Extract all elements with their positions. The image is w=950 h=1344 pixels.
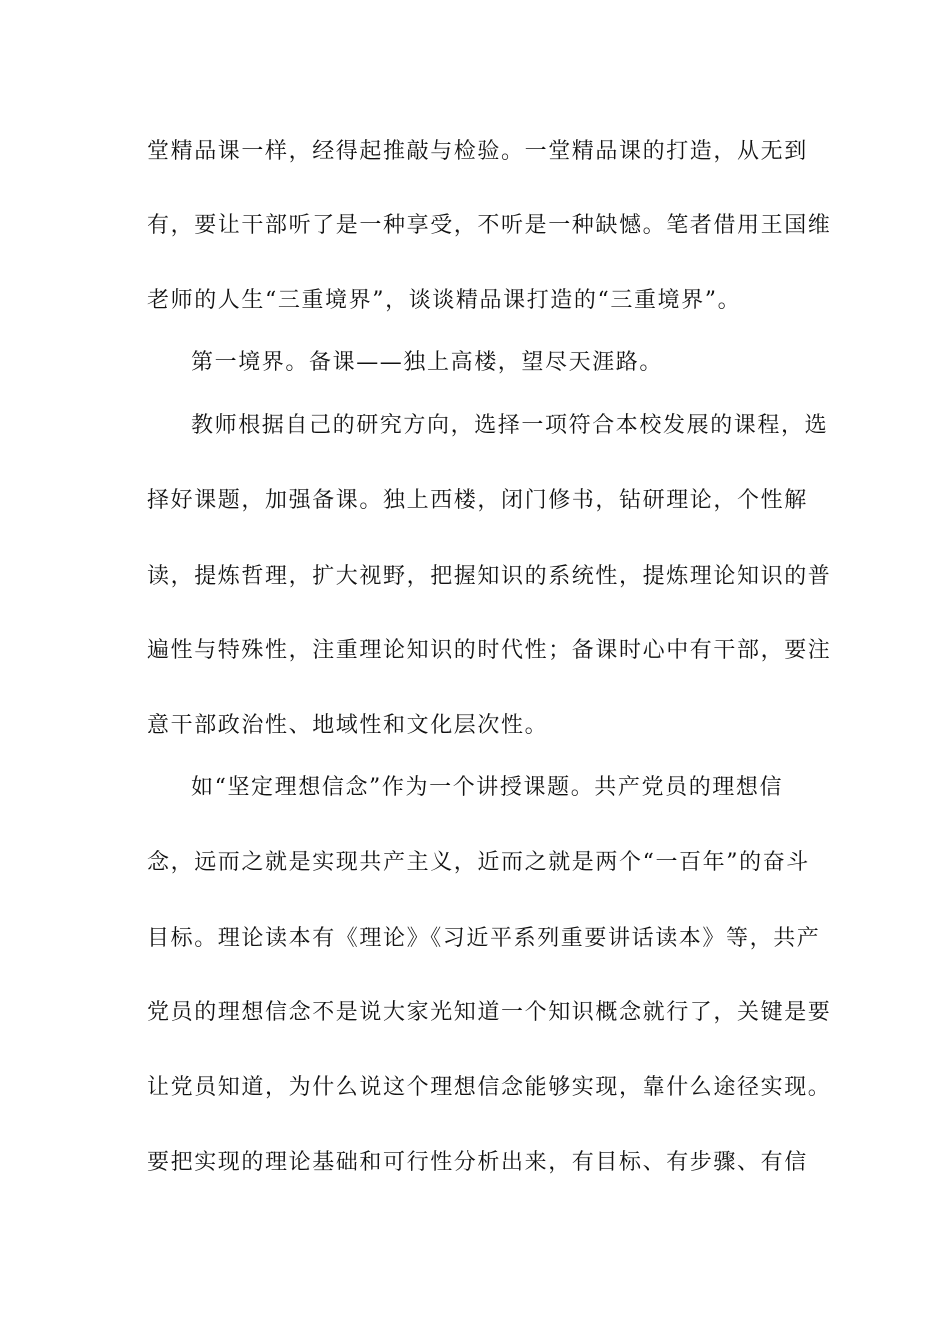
text-line: 老师的人生“三重境界”，谈谈精品课打造的“三重境界”。 [147, 288, 742, 313]
text-line: 意干部政治性、地域性和文化层次性。 [147, 713, 549, 738]
text-line: 要把实现的理论基础和可行性分析出来，有目标、有步骤、有信 [147, 1150, 808, 1175]
text-line: 读，提炼哲理，扩大视野，把握知识的系统性，提炼理论知识的普 [147, 564, 832, 589]
text-line: 堂精品课一样，经得起推敲与检验。一堂精品课的打造，从无到 [147, 139, 808, 164]
section-heading: 第一境界。备课——独上高楼，望尽天涯路。 [191, 350, 664, 375]
text-line: 择好课题，加强备课。独上西楼，闭门修书，钻研理论，个性解 [147, 488, 808, 513]
text-line: 教师根据自己的研究方向，选择一项符合本校发展的课程，选 [191, 413, 829, 438]
text-line: 有，要让干部听了是一种享受，不听是一种缺憾。笔者借用王国维 [147, 213, 832, 238]
text-line: 念，远而之就是实现共产主义，近而之就是两个“一百年”的奋斗 [147, 850, 810, 875]
text-line: 如“坚定理想信念”作为一个讲授课题。共产党员的理想信 [191, 775, 784, 800]
text-line: 遍性与特殊性，注重理论知识的时代性；备课时心中有干部，要注 [147, 638, 832, 663]
text-line: 党员的理想信念不是说大家光知道一个知识概念就行了，关键是要 [147, 1000, 832, 1025]
text-line: 目标。理论读本有《理论》《习近平系列重要讲话读本》等，共产 [147, 926, 821, 951]
text-line: 让党员知道，为什么说这个理想信念能够实现，靠什么途径实现。 [147, 1075, 832, 1100]
